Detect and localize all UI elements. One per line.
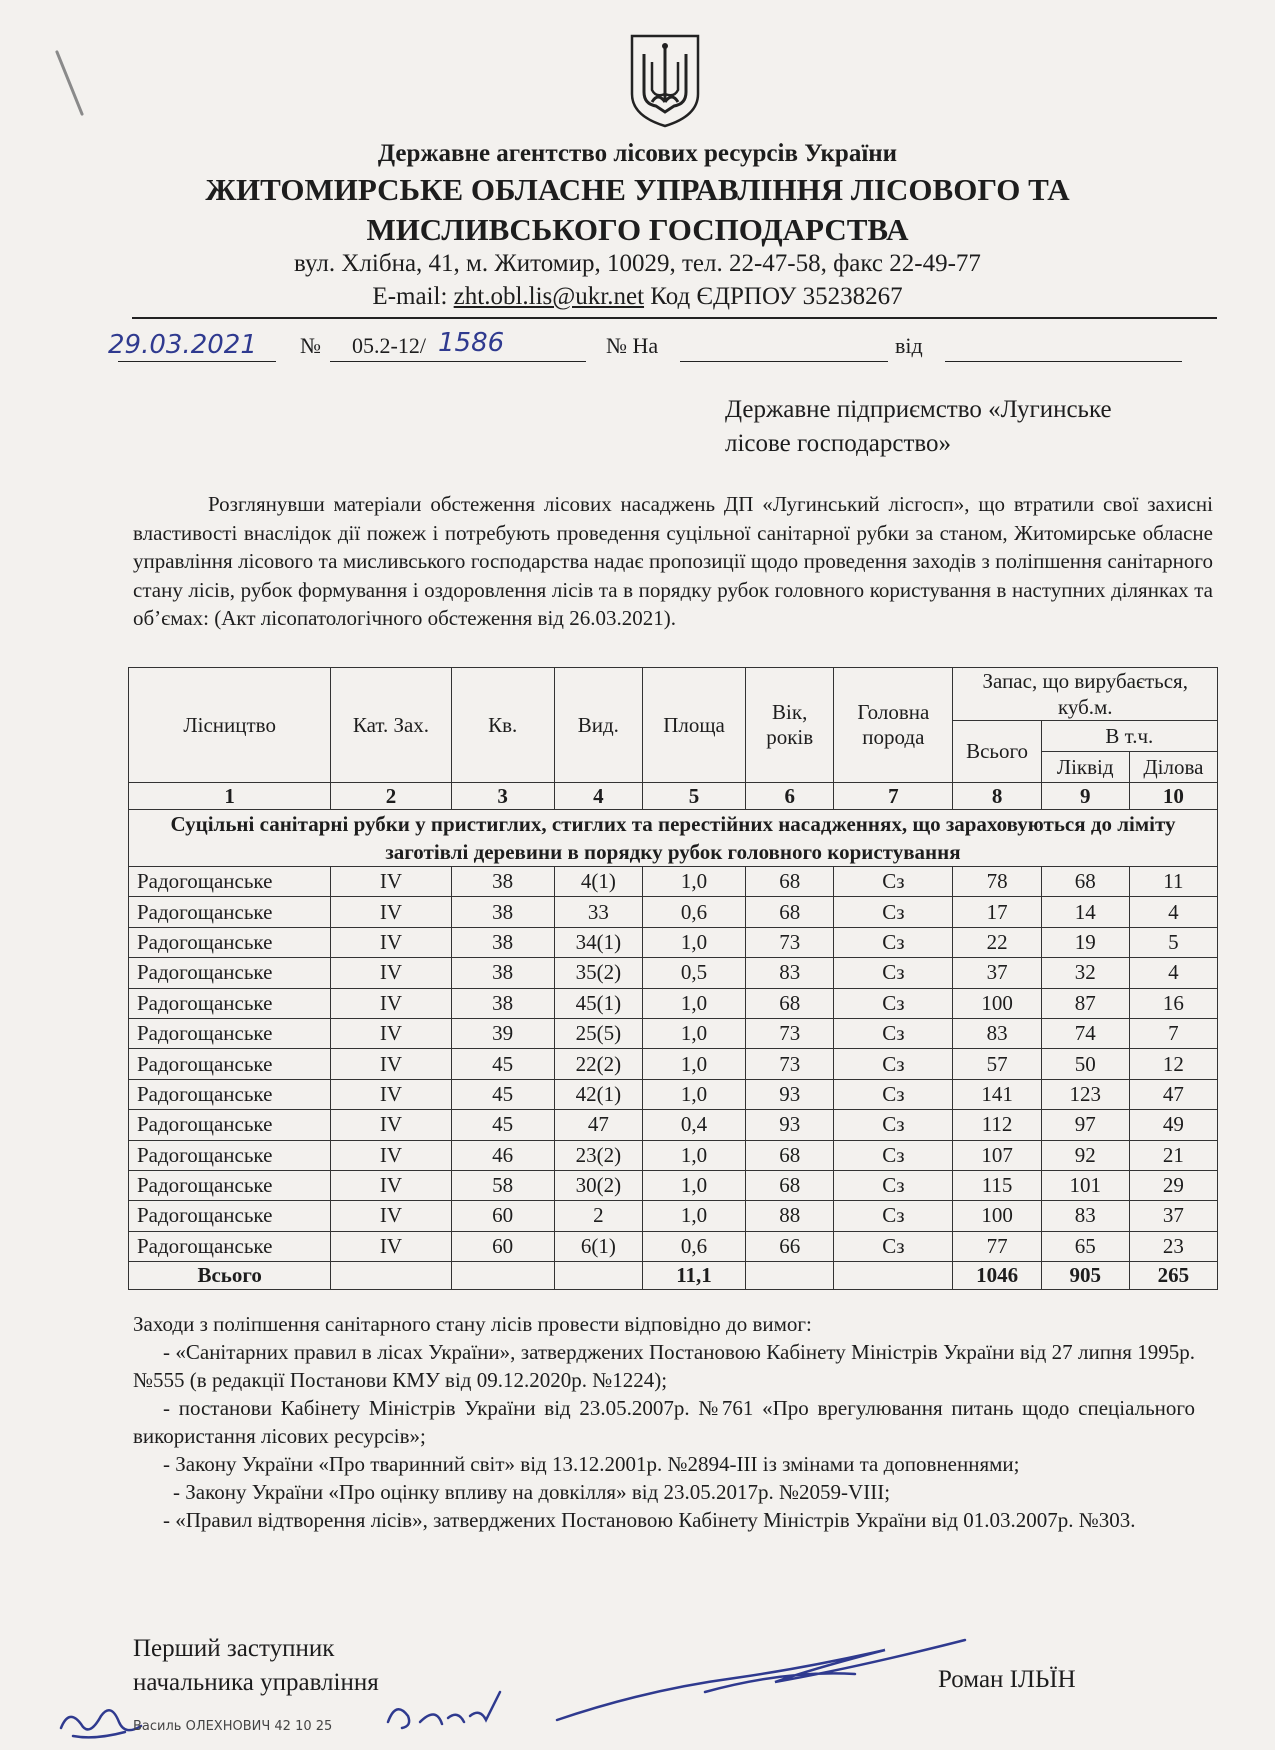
table-row xyxy=(129,1170,1218,1200)
table-row xyxy=(129,988,1218,1018)
table-cell: IV xyxy=(331,1201,451,1231)
addressee-line: Державне підприємство «Лугинське xyxy=(725,396,1112,423)
signatory-title xyxy=(133,1632,379,1700)
table-cell: 141 xyxy=(953,1079,1041,1109)
table-cell xyxy=(834,1262,953,1290)
table-cell: 38 xyxy=(451,958,554,988)
table-cell: 66 xyxy=(746,1231,834,1261)
table-cell: 1,0 xyxy=(642,927,745,957)
email-link[interactable]: zht.obl.lis@ukr.net xyxy=(453,283,645,310)
table-cell: 101 xyxy=(1041,1170,1129,1200)
table-cell: 0,4 xyxy=(642,1110,745,1140)
column-number: 9 xyxy=(1041,783,1129,810)
requirement-item: - Закону України «Про оцінку впливу на довкілля» від 23.05.2017р. №2059-VIII; xyxy=(173,1480,891,1504)
table-cell: 19 xyxy=(1041,927,1129,957)
requirement-item: - «Правил відтворення лісів», затверджених Постановою Кабінету Міністрів України від 01.03.2007р. №303. xyxy=(163,1508,1136,1532)
table-cell: Сз xyxy=(834,927,953,957)
signatory-name: Роман ІЛЬЇН xyxy=(938,1666,1076,1693)
section-title: Суцільні санітарні рубки у пристиглих, стиглих та перестійних насадженнях, що зараховуються до ліміту заготівлі деревини в порядку рубок головного користування xyxy=(129,810,1218,867)
agency-name: Державне агентство лісових ресурсів України xyxy=(377,140,898,167)
col-stock: Запас, що вирубається, куб.м. xyxy=(953,668,1218,721)
table-cell: 37 xyxy=(953,958,1041,988)
table-cell: 45 xyxy=(451,1110,554,1140)
table-cell: 35(2) xyxy=(554,958,642,988)
requirement-item: - «Санітарних правил в лісах України», затверджених Постановою Кабінету Міністрів України від 27 липня 1995р. №555 (в редакції Постанови КМУ від 09.12.2020р. №1224); xyxy=(133,1340,1195,1392)
table-row xyxy=(129,1140,1218,1170)
executor-note: Василь ОЛЕХНОВИЧ 42 10 25 xyxy=(133,1719,333,1734)
table-cell: 42(1) xyxy=(554,1079,642,1109)
table-cell: 34(1) xyxy=(554,927,642,957)
table-cell: 38 xyxy=(451,927,554,957)
table-cell: 12 xyxy=(1129,1049,1217,1079)
table-cell: 21 xyxy=(1129,1140,1217,1170)
table-cell: 58 xyxy=(451,1170,554,1200)
email-label: E-mail: xyxy=(372,283,448,310)
table-cell: Сз xyxy=(834,897,953,927)
table-row xyxy=(129,1201,1218,1231)
column-number: 2 xyxy=(331,783,451,810)
table-cell: 23(2) xyxy=(554,1140,642,1170)
table-row xyxy=(129,1231,1218,1261)
table-cell: 22 xyxy=(953,927,1041,957)
table-row xyxy=(129,1049,1218,1079)
table-cell: 87 xyxy=(1041,988,1129,1018)
table-cell: 83 xyxy=(746,958,834,988)
signatory-title-line: начальника управління xyxy=(133,1669,379,1696)
data-rows xyxy=(129,867,1218,1262)
department-name-line: МИСЛИВСЬКОГО ГОСПОДАРСТВА xyxy=(366,212,909,247)
table-cell: 17 xyxy=(953,897,1041,927)
col-area: Площа xyxy=(642,668,745,783)
addressee xyxy=(725,393,1112,461)
table-cell: 93 xyxy=(746,1110,834,1140)
table-row xyxy=(129,867,1218,897)
table-cell: Радогощанське xyxy=(129,1110,331,1140)
requirements-intro: Заходи з поліпшення санітарного стану лісів провести відповідно до вимог: xyxy=(133,1312,812,1336)
header-divider xyxy=(132,317,1217,319)
total-liquid: 905 xyxy=(1041,1262,1129,1290)
edrpou-code: Код ЄДРПОУ 35238267 xyxy=(650,283,903,310)
table-cell: Радогощанське xyxy=(129,1079,331,1109)
table-cell: 5 xyxy=(1129,927,1217,957)
table-cell: 83 xyxy=(1041,1201,1129,1231)
table-cell: Радогощанське xyxy=(129,1201,331,1231)
table-cell: 25(5) xyxy=(554,1018,642,1048)
table-cell: IV xyxy=(331,867,451,897)
table-cell: 57 xyxy=(953,1049,1041,1079)
outgoing-number: 05.2-12/ xyxy=(352,333,426,358)
col-forestry: Лісництво xyxy=(129,668,331,783)
table-cell: 100 xyxy=(953,988,1041,1018)
col-total: Всього xyxy=(953,721,1041,783)
table-cell: Радогощанське xyxy=(129,897,331,927)
table-cell: IV xyxy=(331,1170,451,1200)
table-cell: 49 xyxy=(1129,1110,1217,1140)
table-cell: IV xyxy=(331,1231,451,1261)
table-cell: 73 xyxy=(746,1018,834,1048)
postal-address: вул. Хлібна, 41, м. Житомир, 10029, тел. 22-47-58, факс 22-49-77 xyxy=(294,250,981,277)
table-row xyxy=(129,1018,1218,1048)
table-cell: 45 xyxy=(451,1079,554,1109)
na-label: № На xyxy=(606,333,659,358)
table-cell: 68 xyxy=(1041,867,1129,897)
table-cell: IV xyxy=(331,927,451,957)
total-stock: 1046 xyxy=(953,1262,1041,1290)
table-cell: Радогощанське xyxy=(129,958,331,988)
felling-table xyxy=(128,667,1218,1290)
table-cell: 0,6 xyxy=(642,1231,745,1261)
table-cell: Сз xyxy=(834,1110,953,1140)
column-number-row xyxy=(129,783,1218,810)
table-cell: 83 xyxy=(953,1018,1041,1048)
table-cell: 2 xyxy=(554,1201,642,1231)
header-row xyxy=(129,668,1218,721)
table-cell: 1,0 xyxy=(642,1140,745,1170)
table-cell: 16 xyxy=(1129,988,1217,1018)
total-row xyxy=(129,1262,1218,1290)
na-field xyxy=(680,333,888,362)
table-cell: 97 xyxy=(1041,1110,1129,1140)
table-cell: 4(1) xyxy=(554,867,642,897)
table-cell: 68 xyxy=(746,897,834,927)
table-cell: Радогощанське xyxy=(129,1140,331,1170)
department-name-line: ЖИТОМИРСЬКЕ ОБЛАСНЕ УПРАВЛІННЯ ЛІСОВОГО ТА xyxy=(205,172,1070,207)
table-cell: IV xyxy=(331,988,451,1018)
table-cell: 37 xyxy=(1129,1201,1217,1231)
table-cell: Сз xyxy=(834,1049,953,1079)
table-cell: 7 xyxy=(1129,1018,1217,1048)
table-cell: 78 xyxy=(953,867,1041,897)
handwritten-signature xyxy=(555,1620,975,1730)
table-cell: 60 xyxy=(451,1201,554,1231)
table-cell: 1,0 xyxy=(642,1018,745,1048)
table-cell: 4 xyxy=(1129,958,1217,988)
column-number: 7 xyxy=(834,783,953,810)
table-cell: Сз xyxy=(834,1140,953,1170)
coat-of-arms-icon xyxy=(628,32,702,128)
table-cell: Сз xyxy=(834,1231,953,1261)
table-cell: 11 xyxy=(1129,867,1217,897)
col-liquid: Ліквід xyxy=(1041,752,1129,783)
table-cell: 115 xyxy=(953,1170,1041,1200)
table-cell: IV xyxy=(331,1140,451,1170)
handwritten-number: 1586 xyxy=(438,328,505,358)
table-cell: 47 xyxy=(554,1110,642,1140)
table-cell: 68 xyxy=(746,988,834,1018)
total-business: 265 xyxy=(1129,1262,1217,1290)
table-cell: 6(1) xyxy=(554,1231,642,1261)
table-cell: 46 xyxy=(451,1140,554,1170)
handwritten-date: 29.03.2021 xyxy=(108,330,257,360)
table-cell: 38 xyxy=(451,867,554,897)
table-cell: 65 xyxy=(1041,1231,1129,1261)
table-cell: 73 xyxy=(746,927,834,957)
table-cell: Сз xyxy=(834,1018,953,1048)
table-cell: 92 xyxy=(1041,1140,1129,1170)
table-cell: 93 xyxy=(746,1079,834,1109)
table-row xyxy=(129,1079,1218,1109)
table-cell: 0,5 xyxy=(642,958,745,988)
table-cell: 74 xyxy=(1041,1018,1129,1048)
table-cell xyxy=(554,1262,642,1290)
table-cell: 112 xyxy=(953,1110,1041,1140)
table-cell: 14 xyxy=(1041,897,1129,927)
staple-mark xyxy=(55,50,84,116)
table-cell: 30(2) xyxy=(554,1170,642,1200)
department-name xyxy=(0,170,1275,250)
table-cell xyxy=(746,1262,834,1290)
col-species: Головна порода xyxy=(834,668,953,783)
table-cell: Радогощанське xyxy=(129,1170,331,1200)
number-label: № xyxy=(300,333,321,358)
table-cell: 1,0 xyxy=(642,1170,745,1200)
table-cell: Сз xyxy=(834,1170,953,1200)
column-number: 3 xyxy=(451,783,554,810)
table-cell: 1,0 xyxy=(642,988,745,1018)
table-row xyxy=(129,1110,1218,1140)
col-business: Ділова xyxy=(1129,752,1217,783)
table-cell: 77 xyxy=(953,1231,1041,1261)
table-cell: 29 xyxy=(1129,1170,1217,1200)
table-cell: Радогощанське xyxy=(129,1018,331,1048)
table-cell: 45 xyxy=(451,1049,554,1079)
column-number: 10 xyxy=(1129,783,1217,810)
table-cell: 38 xyxy=(451,988,554,1018)
signatory-title-line: Перший заступник xyxy=(133,1635,335,1662)
table-cell: 22(2) xyxy=(554,1049,642,1079)
table-cell: 1,0 xyxy=(642,867,745,897)
table-cell: 32 xyxy=(1041,958,1129,988)
requirement-item: - Закону України «Про тваринний світ» від 13.12.2001р. №2894-ІІІ із змінами та доповненнями; xyxy=(163,1452,1020,1476)
addressee-line: лісове господарство» xyxy=(725,430,952,457)
table-cell: Радогощанське xyxy=(129,927,331,957)
requirements xyxy=(133,1310,1195,1534)
col-category: Кат. Зах. xyxy=(331,668,451,783)
table-cell: 1,0 xyxy=(642,1079,745,1109)
table-cell: Радогощанське xyxy=(129,1231,331,1261)
table-cell: Сз xyxy=(834,958,953,988)
table-cell: 68 xyxy=(746,867,834,897)
table-cell: Сз xyxy=(834,867,953,897)
table-cell: Сз xyxy=(834,1079,953,1109)
table-cell: 50 xyxy=(1041,1049,1129,1079)
total-area: 11,1 xyxy=(642,1262,745,1290)
table-cell: 123 xyxy=(1041,1079,1129,1109)
table-cell: IV xyxy=(331,1110,451,1140)
table-row xyxy=(129,958,1218,988)
table-cell: Радогощанське xyxy=(129,1049,331,1079)
table-cell: 1,0 xyxy=(642,1049,745,1079)
column-number: 6 xyxy=(746,783,834,810)
approval-initials xyxy=(382,1686,507,1736)
col-incl: В т.ч. xyxy=(1041,721,1217,752)
table-cell: 1,0 xyxy=(642,1201,745,1231)
table-row xyxy=(129,897,1218,927)
table-cell: Сз xyxy=(834,988,953,1018)
requirement-item: - постанови Кабінету Міністрів України від 23.05.2007р. №761 «Про врегулювання питань щодо спеціального використання лісових ресурсів»; xyxy=(133,1396,1195,1448)
column-number: 5 xyxy=(642,783,745,810)
body-paragraph: Розглянувши матеріали обстеження лісових насаджень ДП «Лугинський лісгосп», що втратили свої захисні властивості внаслідок дії пожеж і потребують проведення суцільної санітарної рубки за станом, Житомирське обласне управління лісового та мисливського господарства надає пропозиції щодо проведення заходів з поліпшення санітарного стану лісів, рубок формування і оздоровлення лісів та в порядку рубок головного користування в наступних ділянках та об’ємах: (Акт лісопатологічного обстеження від 26.03.2021). xyxy=(133,492,1213,630)
col-kv: Кв. xyxy=(451,668,554,783)
table-cell: 73 xyxy=(746,1049,834,1079)
table-cell: 68 xyxy=(746,1140,834,1170)
vid-field xyxy=(945,333,1182,362)
table-cell: 38 xyxy=(451,897,554,927)
table-cell: 23 xyxy=(1129,1231,1217,1261)
col-age: Вік, років xyxy=(746,668,834,783)
table-cell: Радогощанське xyxy=(129,988,331,1018)
table-cell: Сз xyxy=(834,1201,953,1231)
table-cell: 33 xyxy=(554,897,642,927)
table-cell: 39 xyxy=(451,1018,554,1048)
table-cell: 47 xyxy=(1129,1079,1217,1109)
table-cell xyxy=(331,1262,451,1290)
table-cell: IV xyxy=(331,897,451,927)
table-cell: 68 xyxy=(746,1170,834,1200)
table-cell: 60 xyxy=(451,1231,554,1261)
total-label: Всього xyxy=(129,1262,331,1290)
table-cell: IV xyxy=(331,1079,451,1109)
vid-label: від xyxy=(895,333,923,358)
table-cell: IV xyxy=(331,1049,451,1079)
section-row xyxy=(129,810,1218,867)
table-cell: IV xyxy=(331,958,451,988)
column-number: 4 xyxy=(554,783,642,810)
table-cell: 107 xyxy=(953,1140,1041,1170)
table-cell: 45(1) xyxy=(554,988,642,1018)
table-cell: 88 xyxy=(746,1201,834,1231)
table-cell: IV xyxy=(331,1018,451,1048)
column-number: 8 xyxy=(953,783,1041,810)
table-cell: 0,6 xyxy=(642,897,745,927)
col-vid: Вид. xyxy=(554,668,642,783)
table-cell: Радогощанське xyxy=(129,867,331,897)
column-number: 1 xyxy=(129,783,331,810)
table-cell xyxy=(451,1262,554,1290)
table-cell: 100 xyxy=(953,1201,1041,1231)
table-cell: 4 xyxy=(1129,897,1217,927)
contact-line xyxy=(0,283,1275,311)
table-row xyxy=(129,927,1218,957)
